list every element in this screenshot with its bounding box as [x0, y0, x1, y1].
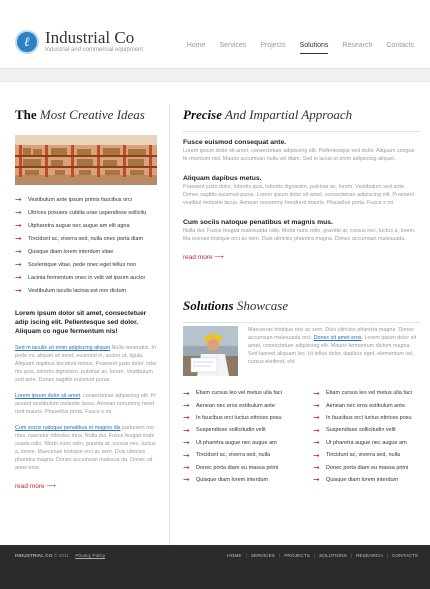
- block-title: Cum sociis natoque penatibus et magnis mus.: [183, 219, 333, 226]
- nav-research[interactable]: Research: [342, 42, 373, 49]
- list-item[interactable]: [15, 193, 157, 206]
- column-divider: [169, 104, 170, 549]
- arrow-right-icon: ➞: [15, 234, 22, 243]
- solutions-showcase: [183, 298, 420, 485]
- list-item[interactable]: [313, 449, 420, 461]
- privacy-policy-link[interactable]: Privacy Policy: [75, 554, 106, 559]
- right-heading-bold: Precise: [183, 107, 222, 122]
- footer-nav-services[interactable]: SERVICES: [250, 554, 275, 559]
- showcase-text-link[interactable]: Donec sit amet eros: [313, 335, 362, 341]
- showcase-list-left: [183, 387, 313, 486]
- footer-nav-separator: |: [278, 554, 281, 559]
- heading-rule: [183, 131, 420, 132]
- header: [0, 0, 430, 68]
- list-item-label: Quisque diam lorem interdum vitae: [28, 248, 114, 255]
- list-item-label: Etiam cursus leo vel metus ulla faci: [196, 390, 282, 397]
- arrow-right-icon: ➞: [183, 401, 190, 411]
- left-paragraph-3: [15, 424, 157, 472]
- list-item-label: In faucibus orci luctus ettrices posu: [326, 414, 412, 421]
- list-item[interactable]: [183, 449, 313, 461]
- list-item-label: Suspendisse sollicitudin velit: [326, 427, 396, 434]
- list-item-label: In faucibus orci luctus ettrices posu: [196, 414, 282, 421]
- footer: [0, 545, 430, 589]
- paragraph-text: parturient mo ntes, nascetur ridiculus mus. Nulla dui. Fusce feugiat male suada odio. Morbi nunc odio, gravida at, cursus nec, luctus a, lorem. Maecenas tristique orci ac sem. Duis ultricies pharetra magna. Donec accumsan malesua da. Donec sit amet eros.: [15, 425, 156, 471]
- list-item[interactable]: [313, 387, 420, 399]
- showcase-heading-bold: Solutions: [183, 298, 234, 313]
- block-text: Lorem ipsum dolor sit amet, consectetuer adipiscing elit. Pellentesque sed dolor. Aliquam congue fe rmentum nisl. Mauris accumsan nulla vel diam. Sed in lacus ut enim adipiscing aliquet.: [183, 148, 415, 162]
- logo-badge-icon: ℓ: [15, 30, 39, 54]
- footer-nav-separator: |: [350, 554, 353, 559]
- list-item[interactable]: [15, 284, 157, 297]
- arrow-right-icon: ⟶: [214, 254, 224, 261]
- showcase-text-after: . Lorem ipsum dolor sit amet, consectetuer adipiscing elit. Mauris fermentum dictum magna. Sed laoreet aliquam leo. Ut tellus dolor, dapibus eget, elementum vel, cursus eleifend, elit.: [248, 335, 417, 365]
- footer-nav-solutions[interactable]: SOLUTIONS: [319, 554, 347, 559]
- list-item[interactable]: [183, 399, 313, 411]
- arrow-right-icon: ➞: [15, 260, 22, 269]
- list-item[interactable]: [15, 258, 157, 271]
- nav-home[interactable]: Home: [186, 42, 206, 49]
- logo[interactable]: [15, 30, 143, 54]
- logo-text: [45, 30, 143, 54]
- list-item[interactable]: [313, 412, 420, 424]
- block-text: Praesent justo dolor, lobortis quis, lobortis dignissim, pulvinar ac, lorem. Vestibulum sed ante. Donec sagittis euismod purus. Lorem ipsum dolor sit amet, consectetuer adipiscing elit. Praesent vestibul molestie lacus. Aenean nonummy hendrerit mauris. Phasellus porta. Fusce s mi.: [183, 184, 415, 206]
- arrow-right-icon: ➞: [15, 221, 22, 230]
- arrow-right-icon: ➞: [15, 195, 22, 204]
- read-more-label: read more: [15, 483, 45, 490]
- list-item[interactable]: [183, 387, 313, 399]
- list-item-label: Lacinia fermentum onec in velit vel ipsum auctor: [28, 274, 146, 281]
- approach-block-3: [183, 218, 420, 243]
- left-link-list: [15, 193, 157, 297]
- header-divider-band: [0, 68, 430, 82]
- showcase-heading: [183, 298, 420, 314]
- list-item-label: Ut pharetra augue nec augue am: [326, 439, 407, 446]
- list-item-label: Ut pharetra augue nec augue am: [196, 439, 277, 446]
- list-item[interactable]: [313, 474, 420, 486]
- arrow-right-icon: ⟶: [46, 483, 56, 490]
- list-item-label: Donec porta diam eu massa primi: [196, 464, 279, 471]
- list-item-label: Aenean nec eros estibulum ante: [196, 402, 275, 409]
- list-item-label: Vestibulum ante ipsum primis faucibus orci: [28, 196, 132, 203]
- list-item[interactable]: [313, 461, 420, 473]
- showcase-text: [248, 326, 420, 366]
- approach-block-1: [183, 138, 420, 163]
- right-heading-rest: And Impartial Approach: [221, 107, 353, 122]
- arrow-right-icon: ➞: [313, 388, 320, 398]
- list-item-label: Vestibulum iaculis lacinia est non dictum: [28, 287, 127, 294]
- left-read-more-link[interactable]: [15, 482, 56, 490]
- footer-company-name: INDUSTRIAL CO: [15, 554, 53, 559]
- footer-nav-contacts[interactable]: CONTACTS: [391, 554, 418, 559]
- arrow-right-icon: ➞: [15, 286, 22, 295]
- arrow-right-icon: ➞: [313, 438, 320, 448]
- list-item[interactable]: [15, 245, 157, 258]
- paragraph-link[interactable]: Cum sociis natoque penatibus et magnis dis: [15, 425, 121, 431]
- arrow-right-icon: ➞: [313, 475, 320, 485]
- arrow-right-icon: ➞: [15, 247, 22, 256]
- block-title: Fusce euismod consequat ante.: [183, 139, 287, 146]
- footer-nav-separator: |: [313, 554, 316, 559]
- list-item-label: Tincidunt ac, viverra sed, nulla: [326, 452, 401, 459]
- list-item[interactable]: [183, 412, 313, 424]
- arrow-right-icon: ➞: [183, 413, 190, 423]
- list-item[interactable]: [15, 206, 157, 219]
- list-item-label: Tincidunt ac, viverra sed, nulla: [196, 452, 271, 459]
- block-text: Nulla dui. Fusce feugiat malesuada odio. Morbi nunc odio, gravida at, cursus nec, luctus a, lorem. Ma ecenas tristique orci ac sem. Duis ultricies pharetra magna. Donec accumsan malesuada.: [183, 228, 416, 242]
- list-item[interactable]: [313, 399, 420, 411]
- nav-projects[interactable]: Projects: [260, 42, 286, 49]
- list-item-label: Quisque diam lorem interdum: [196, 476, 269, 483]
- logo-slogan: Industrial and commercial equipment: [45, 47, 144, 53]
- right-read-more-link[interactable]: [183, 253, 224, 261]
- arrow-right-icon: ➞: [313, 425, 320, 435]
- arrow-right-icon: ➞: [183, 463, 190, 473]
- list-item[interactable]: [313, 437, 420, 449]
- list-item[interactable]: [183, 424, 313, 436]
- arrow-right-icon: ➞: [313, 413, 320, 423]
- left-paragraph-1: [15, 344, 157, 384]
- list-item[interactable]: [15, 232, 157, 245]
- paragraph-link[interactable]: Sed m iaculis sit enim adipiscing aliquet: [15, 345, 110, 351]
- list-item[interactable]: [15, 271, 157, 284]
- arrow-right-icon: ➞: [15, 273, 22, 282]
- engineer-image: [183, 326, 238, 376]
- list-item-label: Scelerisque vitae, pede onec eget tellus non: [28, 261, 136, 268]
- list-item[interactable]: [313, 424, 420, 436]
- list-item-label: Utpharetra augue nec augue am elit agna: [28, 222, 130, 229]
- main-nav: [173, 42, 414, 54]
- arrow-right-icon: ➞: [15, 208, 22, 217]
- engineer-illustration: [183, 326, 238, 376]
- showcase-lists: [183, 387, 420, 486]
- read-more-label: read more: [183, 254, 213, 261]
- left-heading-rest: Most Creative Ideas: [36, 107, 145, 122]
- nav-contacts[interactable]: Contacts: [386, 42, 414, 49]
- arrow-right-icon: ➞: [183, 438, 190, 448]
- list-item-label: Quisque diam lorem interdum: [326, 476, 399, 483]
- main-content: [0, 82, 430, 565]
- arrow-right-icon: ➞: [183, 475, 190, 485]
- arrow-right-icon: ➞: [313, 401, 320, 411]
- list-item-label: Ultrices posuere cubilia urae uspendisse sollicitu: [28, 209, 147, 216]
- warehouse-illustration: [15, 135, 157, 185]
- warehouse-image: [15, 135, 157, 185]
- showcase-heading-rest: Showcase: [233, 298, 289, 313]
- footer-nav-separator: |: [386, 554, 388, 559]
- arrow-right-icon: ➞: [313, 450, 320, 460]
- list-item[interactable]: [15, 219, 157, 232]
- list-item-label: Suspendisse sollicitudin velit: [196, 427, 266, 434]
- left-heading: [15, 107, 157, 123]
- nav-solutions[interactable]: Solutions: [300, 42, 329, 54]
- list-item-label: Tincidunt ac, viverra sed, nulla onec porta diam: [28, 235, 144, 242]
- list-item-label: Etiam cursus leo vel metus ulla faci: [326, 390, 412, 397]
- footer-nav: [223, 554, 418, 559]
- nav-services[interactable]: Services: [219, 42, 247, 49]
- block-title: Aliquam dapibus metus.: [183, 175, 262, 182]
- paragraph-text: , consectetuer adipiscing elit. Pr aesent vestibulum molestie lacus. Aenean nonummy hend rerit mauris. Phasellus porta. Fusce s mi.: [15, 393, 157, 415]
- left-column: [15, 107, 157, 493]
- arrow-right-icon: ➞: [183, 388, 190, 398]
- footer-copyright-text: © 2011: [52, 554, 71, 559]
- paragraph-text: Nulla venenatis. In pede mi, aliquet sit amet, euismod in, auctor ut, ligula. Aliquam dapibus tincidunt metus. Praesent justo dolor, lobo rtis quis, lobortis dignissim, pulvinar ac, lorem. Vestibulum sed ante. Donec sagittis euismod purus.: [15, 345, 157, 383]
- heading-rule: [183, 322, 420, 323]
- list-item-label: Donec porta diam eu massa primi: [326, 464, 409, 471]
- arrow-right-icon: ➞: [313, 463, 320, 473]
- list-item[interactable]: [183, 437, 313, 449]
- list-item-label: Aenean nec eros estibulum ante: [326, 402, 405, 409]
- arrow-right-icon: ➞: [183, 425, 190, 435]
- approach-block-2: [183, 174, 420, 207]
- right-column: [183, 107, 420, 264]
- left-heading-bold: The: [15, 107, 37, 122]
- footer-nav-projects[interactable]: PROJECTS: [284, 554, 310, 559]
- showcase-list-right: [313, 387, 420, 486]
- footer-nav-research[interactable]: RESEARCH: [356, 554, 383, 559]
- logo-name: Industrial Co: [45, 28, 135, 47]
- left-paragraph-2: [15, 392, 157, 416]
- footer-nav-home[interactable]: HOME: [227, 554, 242, 559]
- footer-nav-separator: |: [245, 554, 247, 559]
- arrow-right-icon: ➞: [183, 450, 190, 460]
- right-heading: [183, 107, 420, 123]
- footer-copyright: [15, 554, 105, 559]
- paragraph-link[interactable]: Lorem ipsum dolor sit amet: [15, 393, 81, 399]
- list-item[interactable]: [183, 474, 313, 486]
- left-intro: Lorem ipsum dolor sit amet, consectetuer adip iscing elit. Pellentesque sed dolor. Aliquam co ngue fermentum nis!: [15, 310, 147, 335]
- list-item[interactable]: [183, 461, 313, 473]
- showcase-text-before: Maecenas tristique orci ac sem. Duis ultricies pharetra magna. Donec accumsan malesuada orci.: [248, 327, 414, 341]
